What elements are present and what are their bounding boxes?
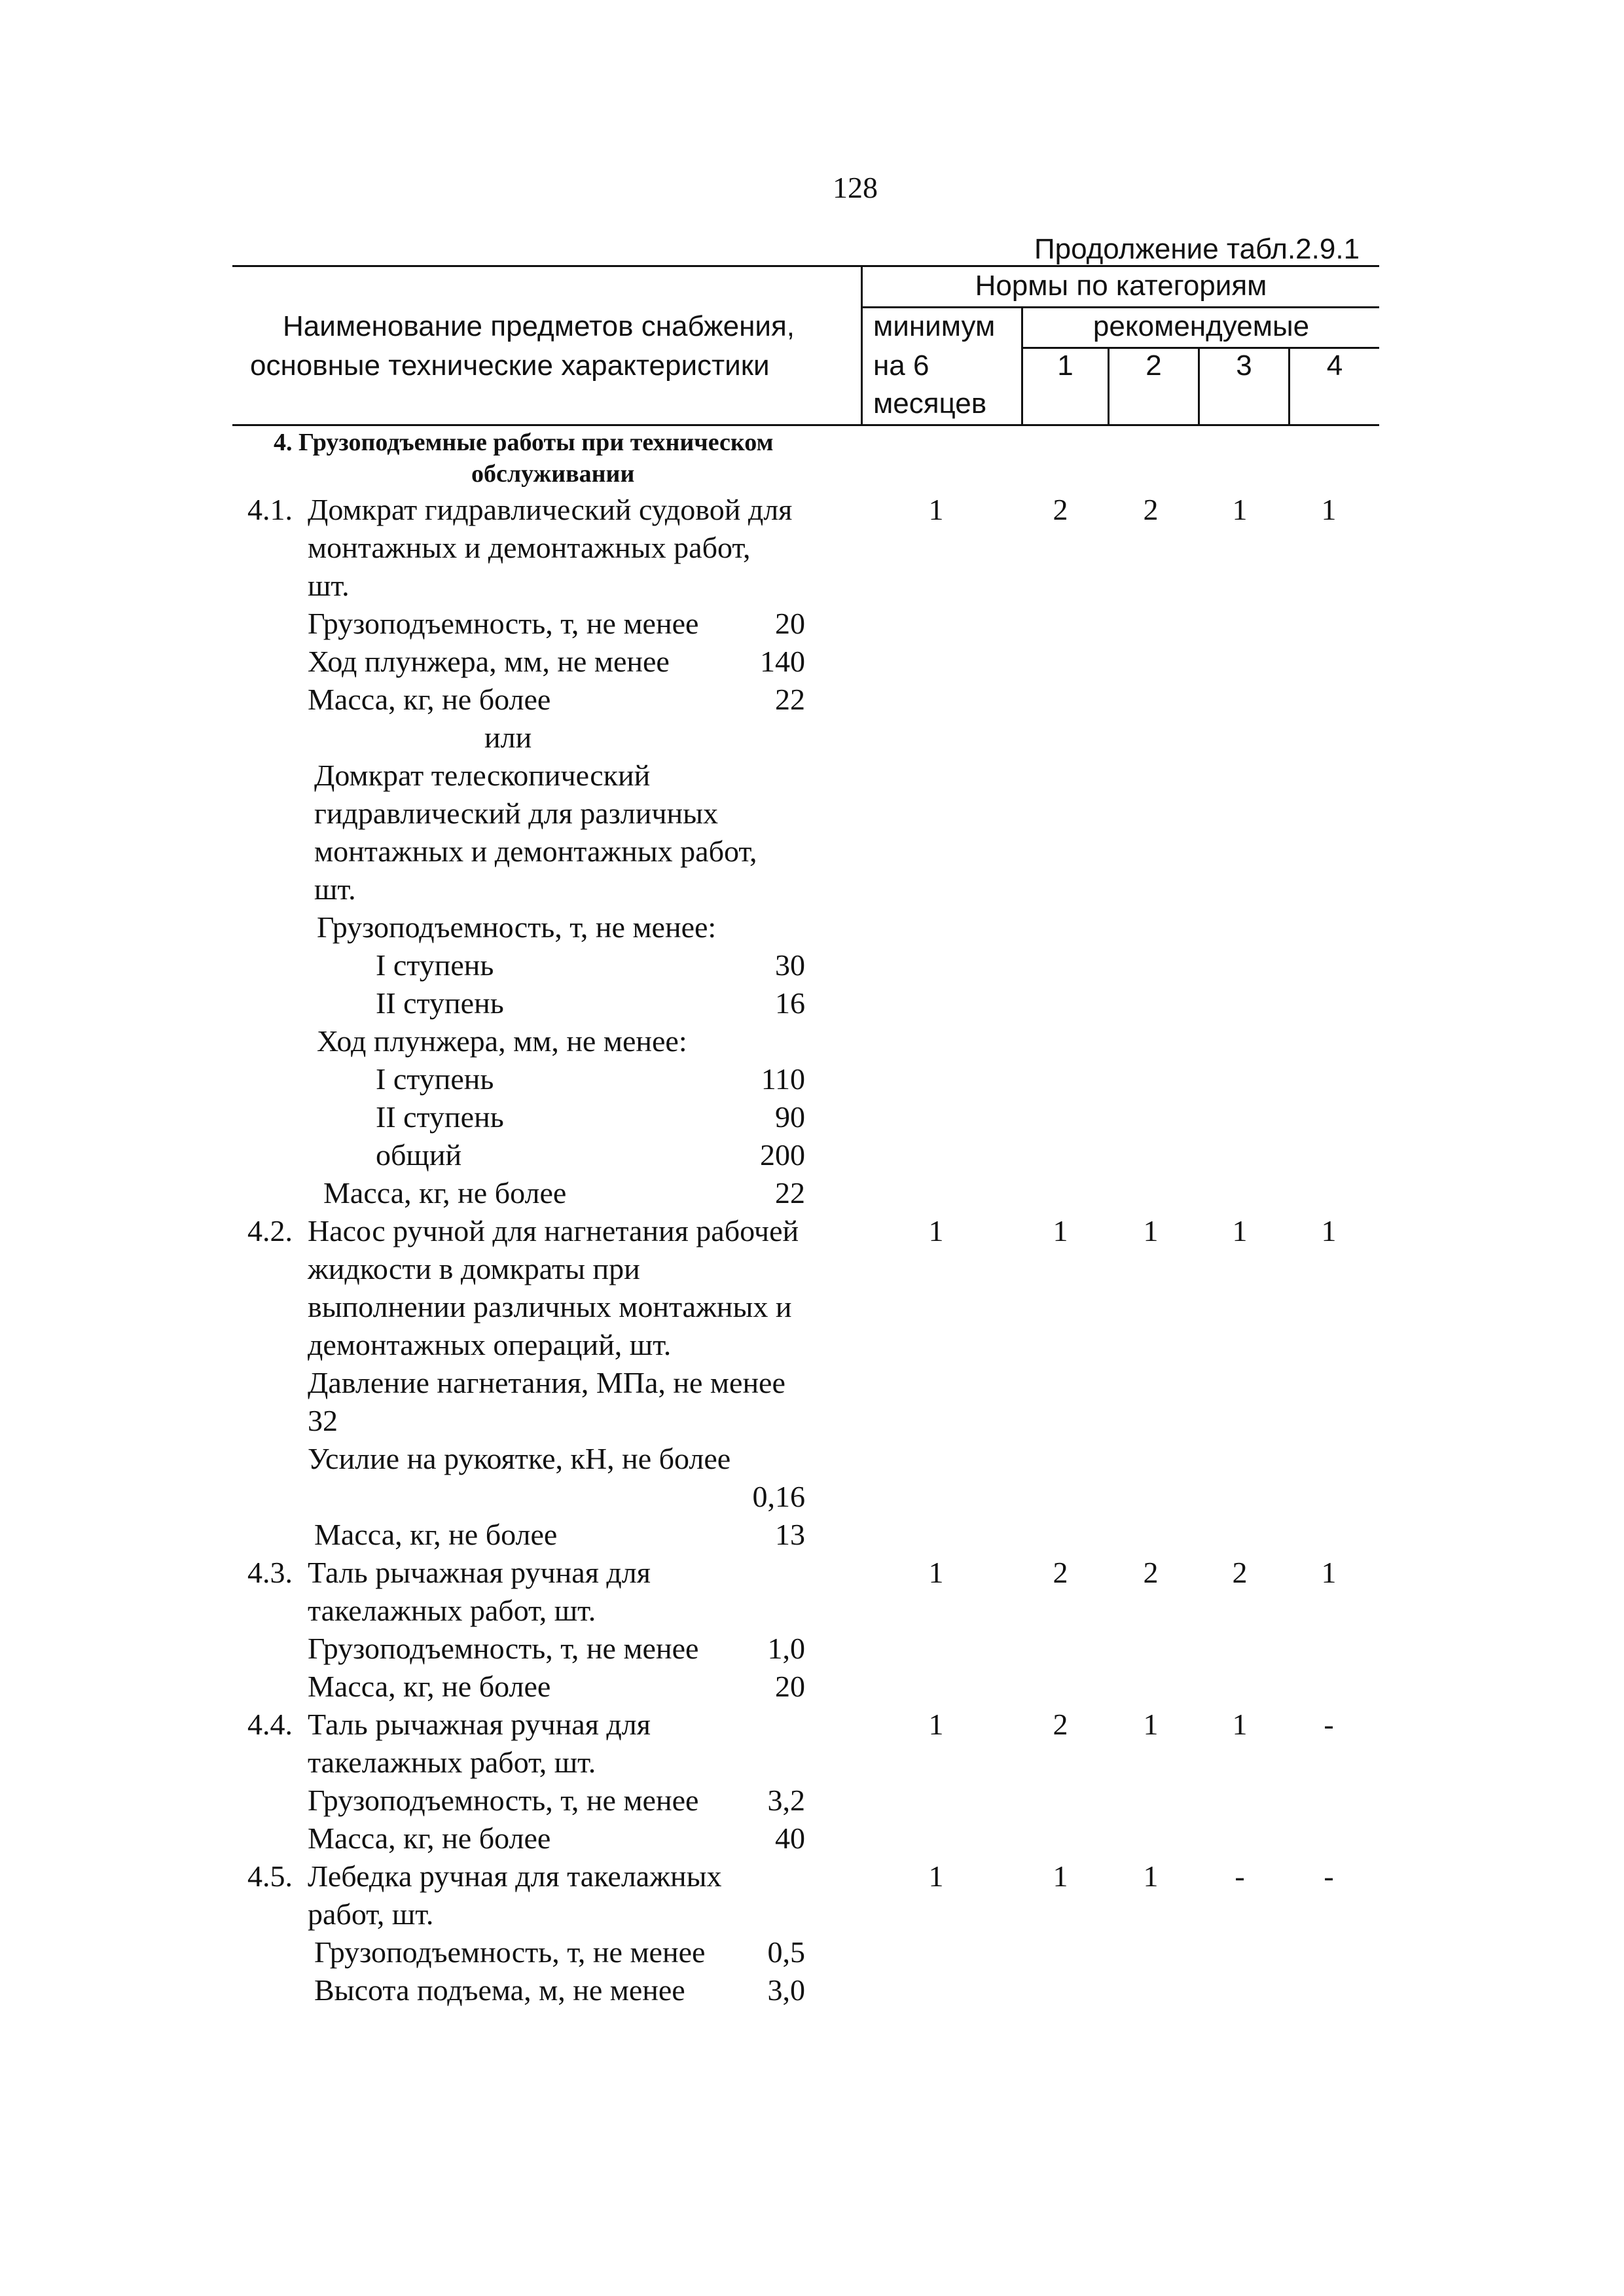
item-description-line: жидкости в домкраты при [308, 1252, 640, 1285]
spec-value: 20 [775, 1670, 805, 1703]
alt-mass-value: 22 [775, 1176, 805, 1210]
alt-stroke1-value: 110 [761, 1062, 805, 1096]
item-description-line: такелажных работ, шт. [308, 1594, 596, 1627]
spec-value: 20 [775, 607, 805, 640]
force-label: Усилие на рукоятке, кН, не более [308, 1442, 731, 1475]
value-cat3: - [1235, 1859, 1245, 1893]
alt-total-value: 200 [760, 1138, 805, 1172]
force-value: 0,16 [752, 1480, 805, 1513]
value-minimum: 1 [928, 1214, 944, 1247]
spec-label: Грузоподъемность, т, не менее [308, 607, 699, 640]
alt-description-line: гидравлический для различных [314, 797, 719, 830]
item-description-line: демонтажных операций, шт. [308, 1328, 672, 1361]
alt-description-line: шт. [314, 872, 356, 906]
value-cat2: 1 [1143, 1214, 1159, 1247]
alt-capacity-label: Грузоподъемность, т, не менее: [317, 910, 717, 944]
alt-stroke1-label: I ступень [376, 1062, 494, 1096]
spec-label: Грузоподъемность, т, не менее [308, 1632, 699, 1665]
alt-description-line: Домкрат телескопический [314, 759, 651, 792]
or-label: или [484, 721, 532, 754]
value-cat1: 1 [1053, 1214, 1068, 1247]
value-cat4: - [1324, 1859, 1334, 1893]
header-bottom-rule [232, 424, 1379, 426]
spec-value: 1,0 [767, 1632, 805, 1665]
item-description-line: такелажных работ, шт. [308, 1746, 596, 1779]
item-number: 4.1. [247, 493, 293, 526]
value-cat2: 1 [1143, 1859, 1159, 1893]
value-cat2: 2 [1143, 493, 1159, 526]
value-cat2: 1 [1143, 1708, 1159, 1741]
item-number: 4.4. [247, 1708, 293, 1741]
value-cat1: 2 [1053, 493, 1068, 526]
spec-label: Грузоподъемность, т, не менее [314, 1935, 706, 1969]
alt-stage1-value: 30 [775, 948, 805, 982]
spec-label: Грузоподъемность, т, не менее [308, 1784, 699, 1817]
spec-value: 22 [775, 683, 805, 716]
value-cat3: 1 [1232, 493, 1248, 526]
header-name-line2: основные технические характеристики [250, 350, 770, 382]
alt-stage2-value: 16 [775, 986, 805, 1020]
section-title-line1: 4. Грузоподъемные работы при техническом [274, 429, 774, 456]
header-top-rule [232, 265, 1379, 267]
header-name-line1: Наименование предметов снабжения, [283, 310, 795, 342]
section-title-line2: обслуживании [471, 460, 635, 488]
spec-label: Высота подъема, м, не менее [314, 1973, 685, 2007]
header-recommended-rule [1021, 347, 1379, 349]
header-norms-rule [861, 306, 1379, 308]
value-cat4: 1 [1321, 1556, 1337, 1589]
item-description-line: шт. [308, 569, 350, 602]
value-cat4: 1 [1321, 1214, 1337, 1247]
mass-label: Масса, кг, не более [314, 1518, 558, 1551]
item-description-line: Лебедка ручная для такелажных [308, 1859, 722, 1893]
alt-description-line: монтажных и демонтажных работ, [314, 834, 757, 868]
item-description-line: Таль рычажная ручная для [308, 1556, 651, 1589]
mass-value: 13 [775, 1518, 805, 1551]
value-cat3: 1 [1232, 1708, 1248, 1741]
alt-stage1-label: I ступень [376, 948, 494, 982]
continuation-label: Продолжение табл.2.9.1 [1034, 233, 1360, 265]
value-minimum: 1 [928, 493, 944, 526]
header-cat4: 4 [1326, 350, 1343, 382]
value-cat4: - [1324, 1708, 1334, 1741]
spec-label: Масса, кг, не более [308, 1670, 551, 1703]
value-cat1: 1 [1053, 1859, 1068, 1893]
item-description-line: выполнении различных монтажных и [308, 1290, 792, 1323]
header-cat2: 2 [1146, 350, 1162, 382]
pressure-value: 32 [308, 1404, 338, 1437]
header-minimum-line2: на 6 [873, 350, 929, 382]
item-description-line: монтажных и демонтажных работ, [308, 531, 751, 564]
value-cat3: 1 [1232, 1214, 1248, 1247]
spec-value: 140 [760, 645, 805, 678]
spec-label: Ход плунжера, мм, не менее [308, 645, 670, 678]
header-norms: Нормы по категориям [975, 270, 1267, 302]
header-minimum-line1: минимум [873, 310, 996, 342]
value-minimum: 1 [928, 1859, 944, 1893]
spec-value: 40 [775, 1821, 805, 1855]
item-number: 4.3. [247, 1556, 293, 1589]
value-cat1: 2 [1053, 1708, 1068, 1741]
value-minimum: 1 [928, 1556, 944, 1589]
spec-value: 0,5 [767, 1935, 805, 1969]
alt-stroke-label: Ход плунжера, мм, не менее: [317, 1024, 687, 1058]
header-cat3: 3 [1236, 350, 1252, 382]
header-cat1: 1 [1057, 350, 1074, 382]
item-description-line: работ, шт. [308, 1897, 434, 1931]
value-cat3: 2 [1232, 1556, 1248, 1589]
item-description-line: Домкрат гидравлический судовой для [308, 493, 793, 526]
header-minimum-line3: месяцев [873, 387, 987, 420]
alt-total-label: общий [376, 1138, 462, 1172]
value-cat1: 2 [1053, 1556, 1068, 1589]
page-number: 128 [833, 171, 878, 204]
value-cat2: 2 [1143, 1556, 1159, 1589]
item-description-line: Насос ручной для нагнетания рабочей [308, 1214, 799, 1247]
spec-label: Масса, кг, не более [308, 683, 551, 716]
alt-stage2-label: II ступень [376, 986, 504, 1020]
alt-stroke2-value: 90 [775, 1100, 805, 1134]
value-minimum: 1 [928, 1708, 944, 1741]
item-number: 4.2. [247, 1214, 293, 1247]
item-number: 4.5. [247, 1859, 293, 1893]
item-description-line: Таль рычажная ручная для [308, 1708, 651, 1741]
alt-stroke2-label: II ступень [376, 1100, 504, 1134]
spec-label: Масса, кг, не более [308, 1821, 551, 1855]
spec-value: 3,0 [767, 1973, 805, 2007]
header-recommended: рекомендуемые [1092, 310, 1310, 342]
value-cat4: 1 [1321, 493, 1337, 526]
alt-mass-label: Масса, кг, не более [323, 1176, 567, 1210]
spec-value: 3,2 [767, 1784, 805, 1817]
pressure-label: Давление нагнетания, МПа, не менее [308, 1366, 785, 1399]
